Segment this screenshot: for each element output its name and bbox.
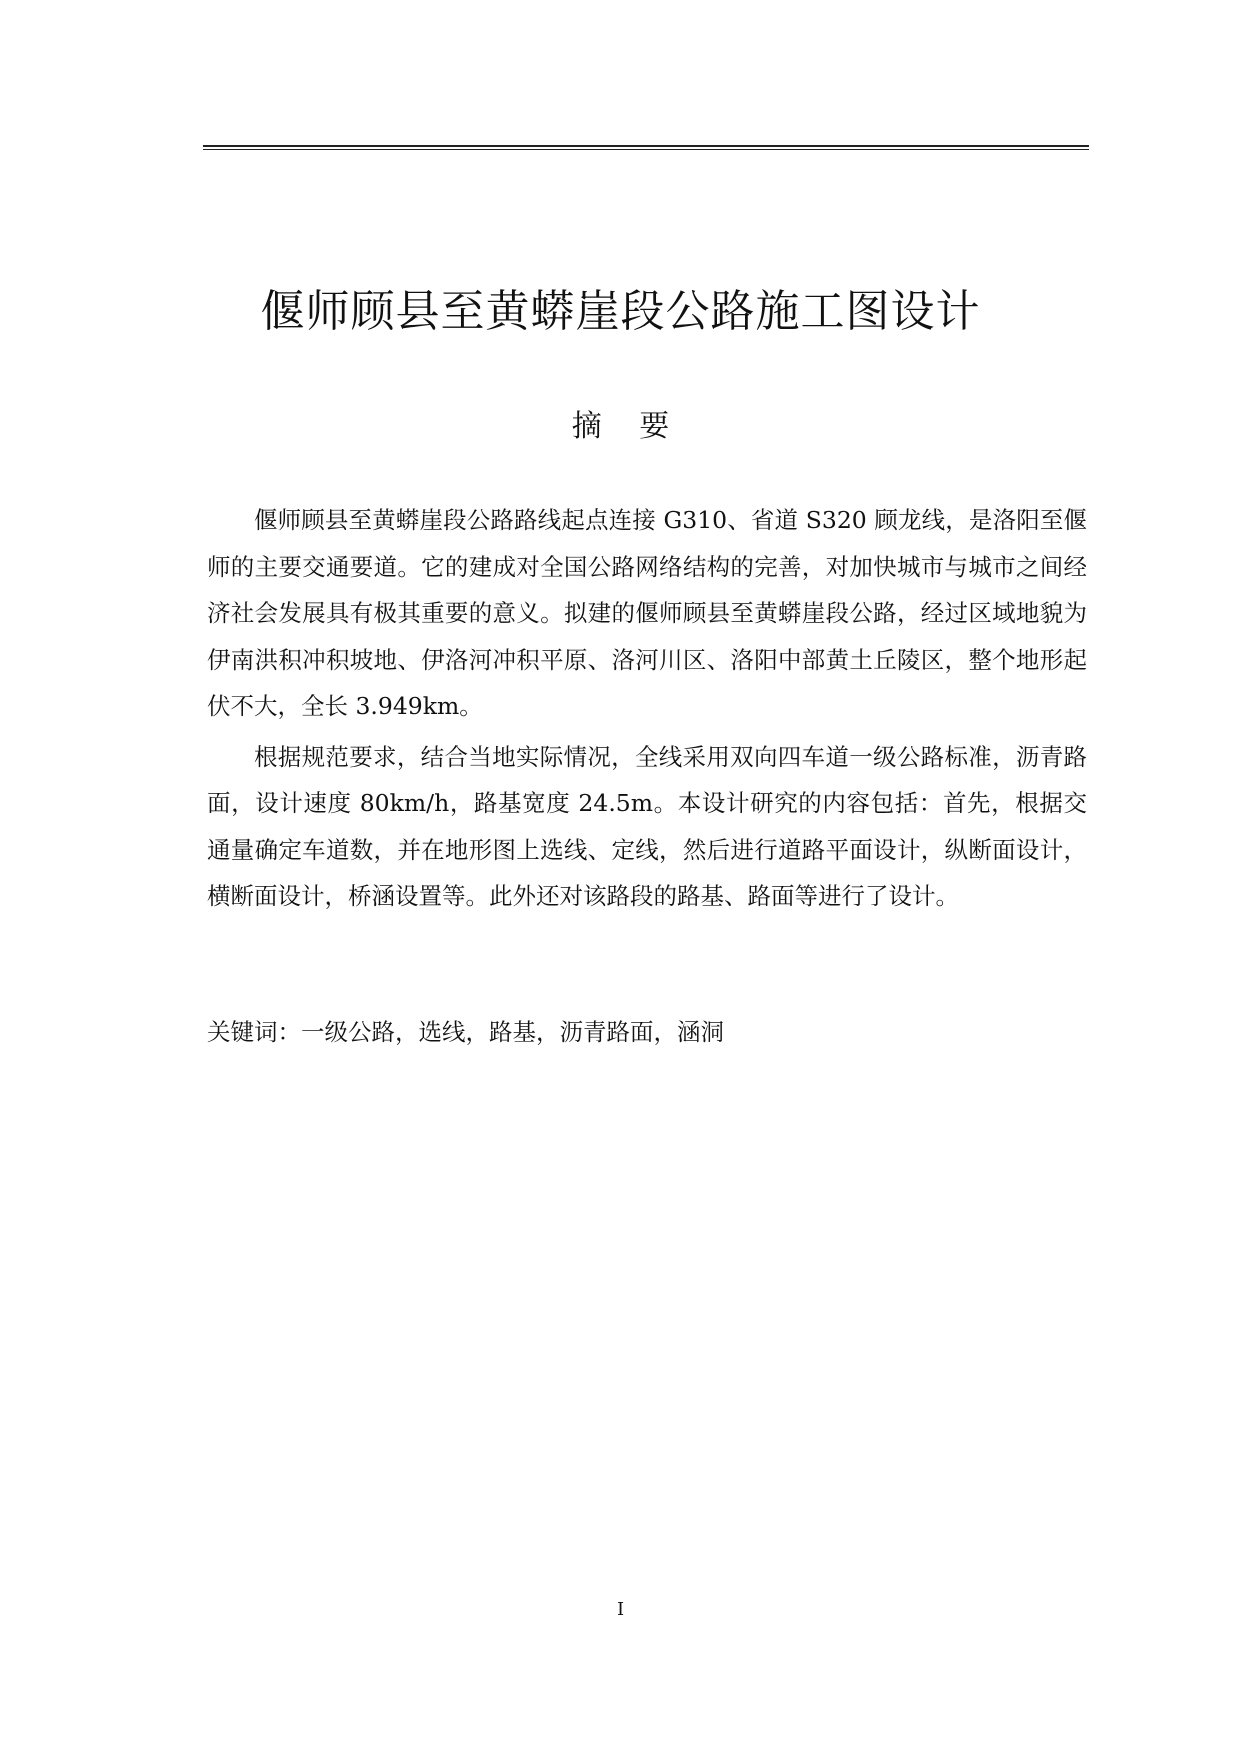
abstract-body [207,497,1087,924]
abstract-heading: 摘 要 [571,409,684,444]
keywords-value: 一级公路，选线，路基，沥青路面，涵洞 [301,1018,724,1046]
document-title: 偃师顾县至黄蟒崖段公路施工图设计 [260,286,981,337]
keywords-label: 关键词： [207,1018,301,1046]
abstract-paragraph-1: 偃师顾县至黄蟒崖段公路路线起点连接 G310、省道 S320 顾龙线，是洛阳至偃师的主要交通要道。它的建成对全国公路网络结构的完善，对加快城市与城市之间经济社会发展具有极其重要的意义。拟建的偃师顾县至黄蟒崖段公路，经过区域地貌为伊南洪积冲积坡地、伊洛河冲积平原、洛河川区、洛阳中部黄土丘陵区，整个地形起伏不大，全长 3.949km。 [207,506,1087,720]
keywords-line [207,1012,1087,1052]
header-rule [203,145,1089,150]
abstract-paragraph-2: 根据规范要求，结合当地实际情况，全线采用双向四车道一级公路标准，沥青路面，设计速度 80km/h，路基宽度 24.5m。本设计研究的内容包括：首先，根据交通量确定车道数，并在地形图上选线、定线，然后进行道路平面设计，纵断面设计，横断面设计，桥涵设置等。此外还对该路段的路基、路面等进行了设计。 [207,742,1087,910]
page-number: I [616,1599,625,1620]
